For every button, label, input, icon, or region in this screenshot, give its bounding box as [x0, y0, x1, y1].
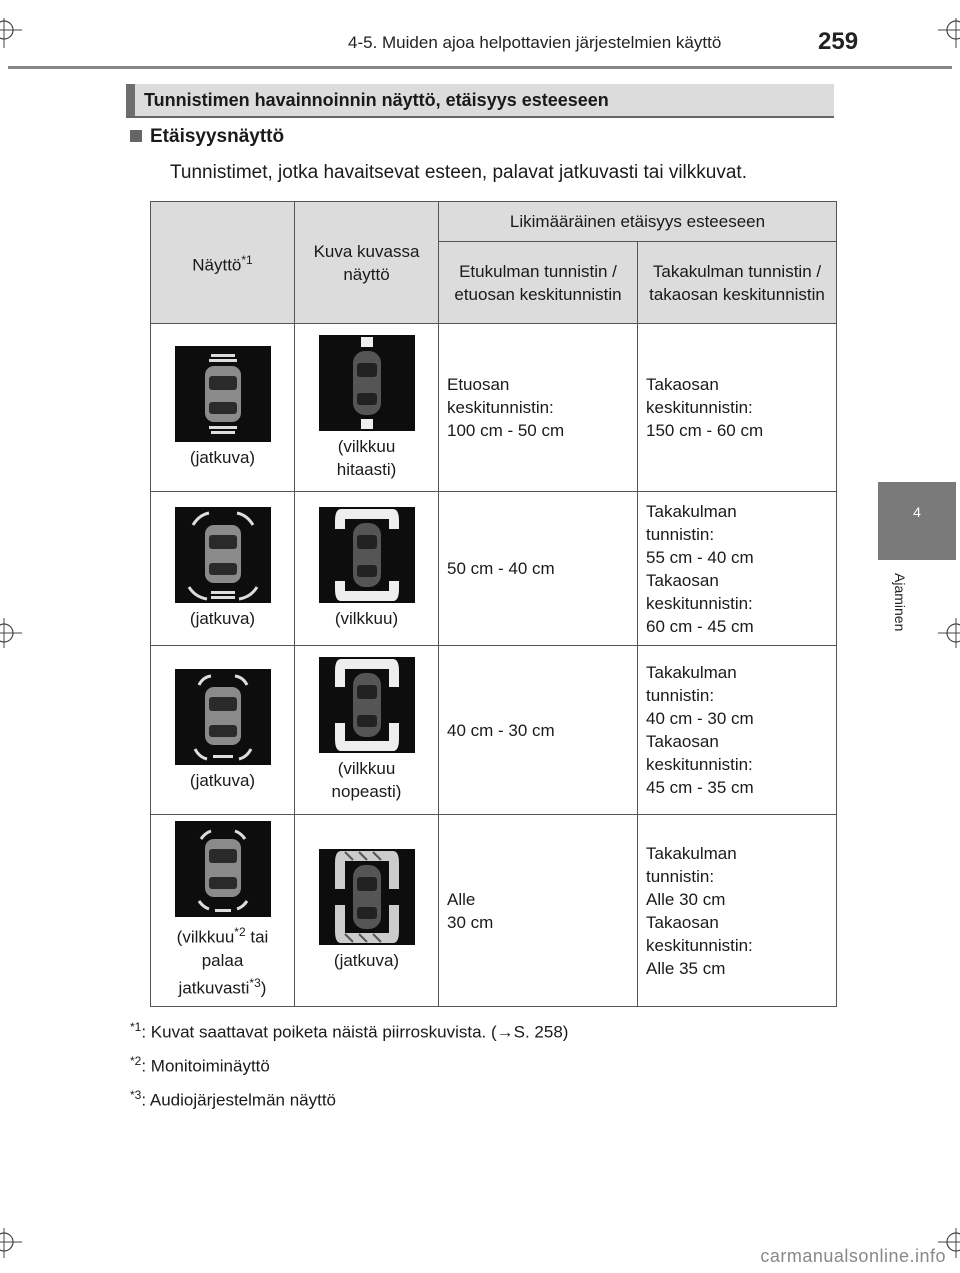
- front-distance-cell: 50 cm - 40 cm: [439, 492, 638, 646]
- section-title-bar: [126, 84, 834, 116]
- col-header-display: Näyttö$^{*1}$: [151, 202, 295, 324]
- picture-cell: [295, 324, 439, 492]
- display-caption: (vilkkuu$^{*2}$ tai palaa jatkuvasti$^{*3}$): [176, 925, 269, 998]
- intro-text: Tunnistimet, jotka havaitsevat esteen, palavat jatkuvasti tai vilkkuvat.: [170, 162, 747, 183]
- picture-cell: [295, 646, 439, 815]
- chapter-label: [880, 573, 908, 655]
- crop-mark-icon: [938, 18, 960, 48]
- picture-cell: [295, 492, 439, 646]
- subheading-text: Etäisyysnäyttö: [150, 126, 285, 147]
- display-cell: [151, 646, 295, 815]
- display-caption: (jatkuva): [189, 770, 256, 790]
- display-cell: [151, 324, 295, 492]
- col-header-distance: Likimääräinen etäisyys esteeseen: [439, 202, 837, 242]
- car-picture-display-icon: [319, 849, 415, 945]
- picture-cell: [295, 815, 439, 1007]
- picture-caption: (vilkkuu hitaasti): [336, 436, 397, 479]
- display-cell: [151, 492, 295, 646]
- display-caption: (jatkuva): [189, 609, 256, 628]
- square-bullet-icon: [130, 130, 142, 142]
- crop-mark-icon: [938, 618, 960, 648]
- rear-distance-cell: Takaosan keskitunnistin: 150 cm - 60 cm: [638, 324, 837, 492]
- page-number: 259: [818, 28, 859, 55]
- chapter-number: 4: [913, 504, 921, 520]
- watermark: carmanualsonline.info: [760, 1246, 946, 1266]
- rear-distance-cell: Takakulman tunnistin: 55 cm - 40 cm Takaosan keskitunnistin: 60 cm - 45 cm: [638, 492, 837, 646]
- table-row: [151, 492, 837, 646]
- crop-mark-icon: [0, 618, 22, 648]
- section-rule: [126, 116, 834, 118]
- table-row: [151, 646, 837, 815]
- car-sensor-display-icon: [175, 346, 271, 442]
- crop-mark-icon: [0, 18, 22, 48]
- chapter-label-text: Ajaminen: [892, 573, 908, 632]
- footnote: $^{*1}$: Kuvat saattavat poiketa näistä piirroskuvista. (→S. 258): [130, 1020, 569, 1042]
- picture-caption: (vilkkuu): [334, 609, 399, 628]
- table-row: [151, 815, 837, 1007]
- front-distance-cell: Alle 30 cm: [439, 815, 638, 1007]
- table-row: [151, 324, 837, 492]
- picture-caption: (jatkuva): [333, 951, 400, 970]
- rear-distance-cell: Takakulman tunnistin: Alle 30 cm Takaosan keskitunnistin: Alle 35 cm: [638, 815, 837, 1007]
- distance-table: [150, 201, 837, 1007]
- chapter-tab: [878, 482, 956, 560]
- car-sensor-display-icon: [175, 821, 271, 917]
- header-rule: [8, 66, 952, 69]
- display-caption: (jatkuva): [189, 448, 256, 467]
- subheading: [130, 126, 284, 148]
- car-picture-display-icon: [319, 335, 415, 431]
- footnote: $^{*3}$: Audiojärjestelmän näyttö: [130, 1088, 337, 1110]
- front-distance-cell: 40 cm - 30 cm: [439, 646, 638, 815]
- display-cell: [151, 815, 295, 1007]
- car-sensor-display-icon: [175, 507, 271, 603]
- col-header-rear: Takakulman tunnistin / takaosan keskitunnistin: [638, 242, 837, 324]
- header-section-title: 4-5. Muiden ajoa helpottavien järjestelmien käyttö: [348, 33, 722, 52]
- picture-caption: (vilkkuu nopeasti): [331, 759, 402, 801]
- front-distance-cell: Etuosan keskitunnistin: 100 cm - 50 cm: [439, 324, 638, 492]
- col-header-picture: Kuva kuvassa näyttö: [295, 202, 439, 324]
- footnote: $^{*2}$: Monitoiminäyttö: [130, 1054, 270, 1076]
- section-title: Tunnistimen havainnoinnin näyttö, etäisyys esteeseen: [144, 90, 609, 110]
- car-picture-display-icon: [319, 507, 415, 603]
- col-header-front: Etukulman tunnistin / etuosan keskitunnistin: [439, 242, 638, 324]
- crop-mark-icon: [0, 1228, 22, 1258]
- car-picture-display-icon: [319, 657, 415, 753]
- rear-distance-cell: Takakulman tunnistin: 40 cm - 30 cm Takaosan keskitunnistin: 45 cm - 35 cm: [638, 646, 837, 815]
- car-sensor-display-icon: [175, 669, 271, 765]
